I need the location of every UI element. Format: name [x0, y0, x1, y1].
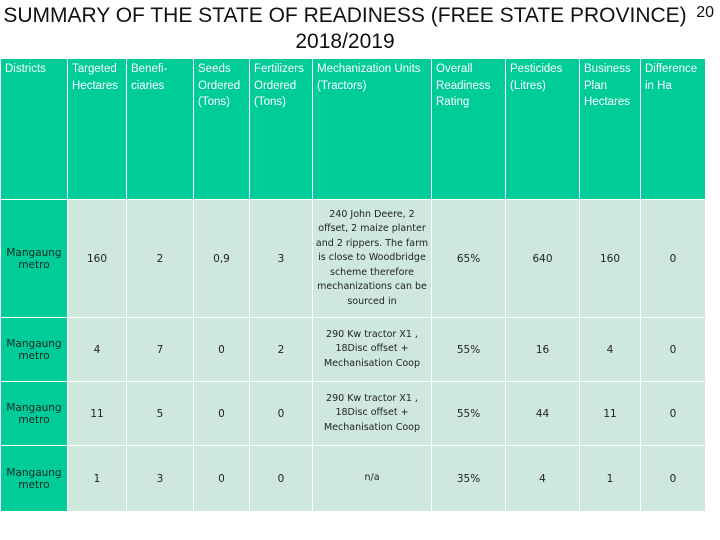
cell-pesticides: 4 — [506, 446, 580, 512]
cell-readiness: 55% — [432, 318, 506, 382]
cell-district: Mangaung metro — [1, 382, 68, 446]
cell-business-plan: 11 — [580, 382, 641, 446]
cell-beneficiaries: 5 — [127, 382, 194, 446]
header-seeds: Seeds Ordered (Tons) — [194, 59, 250, 200]
cell-difference: 0 — [641, 382, 706, 446]
cell-beneficiaries: 7 — [127, 318, 194, 382]
cell-hectares: 11 — [68, 382, 127, 446]
cell-fertilizers: 0 — [250, 446, 313, 512]
cell-fertilizers: 2 — [250, 318, 313, 382]
header-readiness: Overall Readiness Rating — [432, 59, 506, 200]
cell-mechanization: 290 Kw tractor X1 , 18Disc offset + Mechanisation Coop — [313, 382, 432, 446]
cell-business-plan: 4 — [580, 318, 641, 382]
cell-difference: 0 — [641, 446, 706, 512]
cell-seeds: 0,9 — [194, 200, 250, 318]
header-business-plan: Business Plan Hectares — [580, 59, 641, 200]
cell-difference: 0 — [641, 200, 706, 318]
cell-readiness: 35% — [432, 446, 506, 512]
table-row — [1, 318, 706, 382]
cell-pesticides: 640 — [506, 200, 580, 318]
table-row — [1, 446, 706, 512]
table-header-row — [1, 59, 706, 200]
cell-readiness: 55% — [432, 382, 506, 446]
cell-difference: 0 — [641, 318, 706, 382]
header-mechanization: Mechanization Units (Tractors) — [313, 59, 432, 200]
cell-hectares: 4 — [68, 318, 127, 382]
cell-district: Mangaung metro — [1, 446, 68, 512]
header-districts: Districts — [1, 59, 68, 200]
cell-beneficiaries: 3 — [127, 446, 194, 512]
header-pesticides: Pesticides (Litres) — [506, 59, 580, 200]
cell-seeds: 0 — [194, 318, 250, 382]
cell-mechanization: 240 John Deere, 2 offset, 2 maize planter and 2 rippers. The farm is close to Woodbridge scheme therefore mechanizations can be sourced in — [313, 200, 432, 318]
cell-beneficiaries: 2 — [127, 200, 194, 318]
cell-pesticides: 44 — [506, 382, 580, 446]
cell-seeds: 0 — [194, 446, 250, 512]
cell-mechanization: 290 Kw tractor X1 , 18Disc offset + Mechanisation Coop — [313, 318, 432, 382]
cell-district: Mangaung metro — [1, 200, 68, 318]
header-targeted-hectares: Targeted Hectares — [68, 59, 127, 200]
table-row — [1, 382, 706, 446]
cell-seeds: 0 — [194, 382, 250, 446]
cell-mechanization: n/a — [313, 446, 432, 512]
table-row — [1, 200, 706, 318]
cell-hectares: 1 — [68, 446, 127, 512]
header-fertilizers: Fertilizers Ordered (Tons) — [250, 59, 313, 200]
cell-fertilizers: 0 — [250, 382, 313, 446]
slide-title: SUMMARY OF THE STATE OF READINESS (FREE STATE PROVINCE) 2018/2019 — [3, 4, 687, 53]
cell-business-plan: 1 — [580, 446, 641, 512]
slide-number: 20 — [696, 4, 714, 21]
cell-readiness: 65% — [432, 200, 506, 318]
cell-pesticides: 16 — [506, 318, 580, 382]
header-beneficiaries: Benefi-ciaries — [127, 59, 194, 200]
cell-business-plan: 160 — [580, 200, 641, 318]
header-difference: Difference in Ha — [641, 59, 706, 200]
cell-fertilizers: 3 — [250, 200, 313, 318]
readiness-table — [0, 58, 706, 512]
cell-hectares: 160 — [68, 200, 127, 318]
cell-district: Mangaung metro — [1, 318, 68, 382]
